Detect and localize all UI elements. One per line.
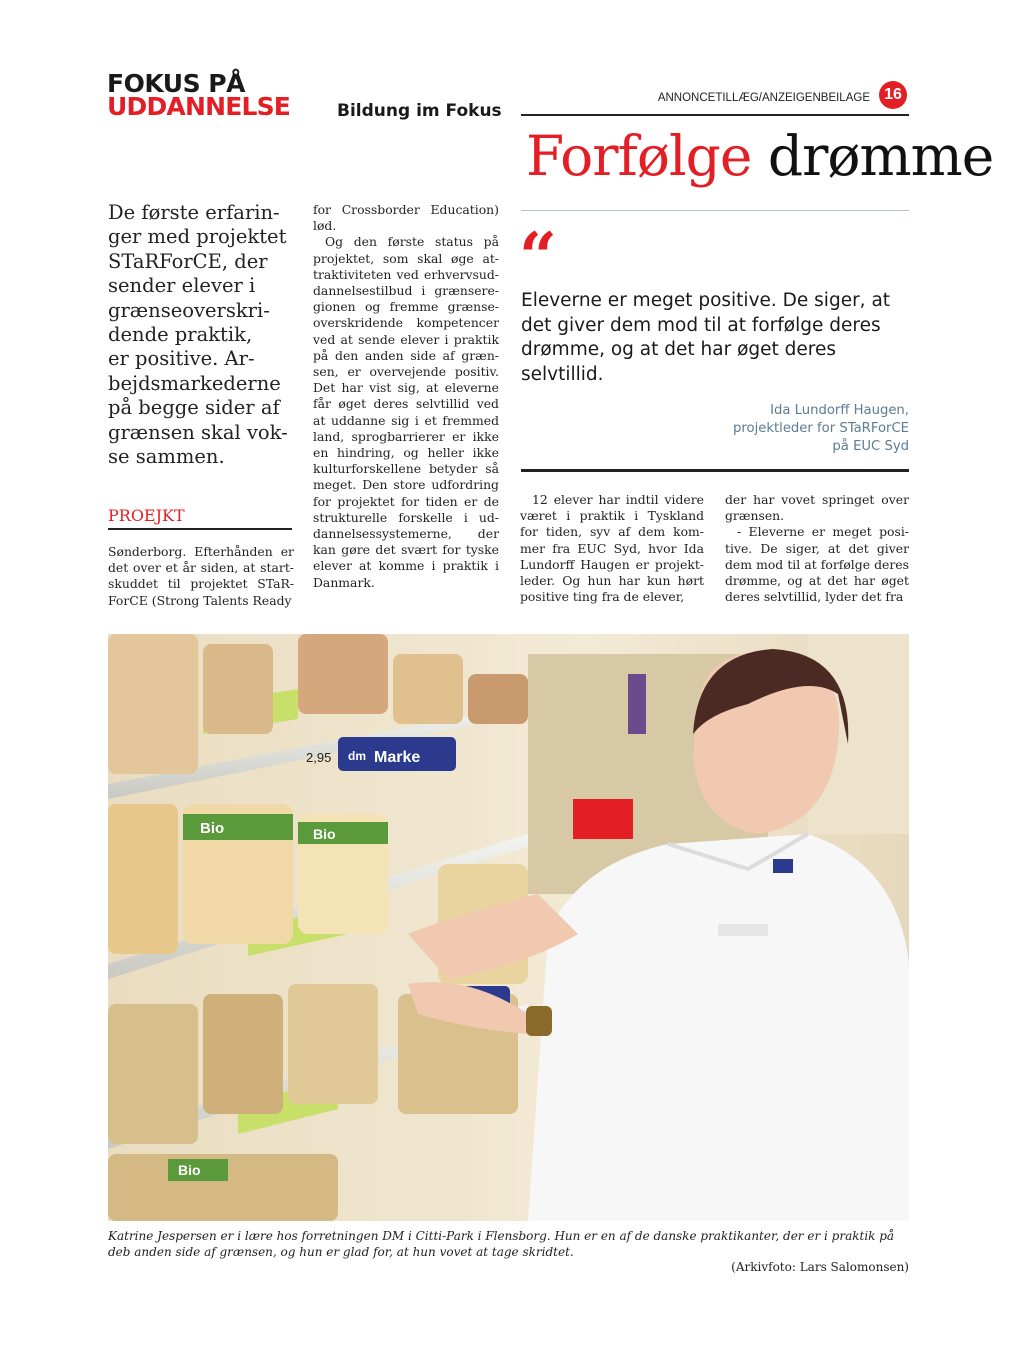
body-column-1: [108, 544, 294, 609]
brand-line-1: FOKUS PÅ: [107, 69, 245, 98]
price-tag-1: 2,95: [306, 750, 332, 765]
article-photo: [108, 634, 909, 1221]
paragraph: Sønderborg. Efterhånden er det over et år siden, at start-skuddet til projektet STaR-ForCE (Strong Talents Ready: [108, 544, 294, 608]
bio-label-2: Bio: [313, 826, 336, 842]
quote-rule: [521, 469, 909, 472]
body-column-2: [313, 202, 499, 591]
paragraph: der har vovet springet over grænsen.: [725, 492, 909, 524]
quote-mark-icon: “: [519, 218, 557, 296]
paragraph: - Eleverne er meget posi-tive. De siger, at det giver dem mod til at forfølge deres drømme, og at det har øget deres selvtillid, lyder det fra: [725, 524, 909, 605]
section-rule: [108, 528, 292, 530]
photo-caption: [108, 1229, 909, 1276]
title-black-part: drømme: [767, 124, 994, 188]
brand-subtitle: Bildung im Fokus: [337, 101, 502, 121]
title-rule: [521, 210, 909, 211]
dm-marke-tag-top: [338, 737, 456, 771]
body-column-3: [520, 492, 704, 605]
paragraph: for Crossborder Education) lød.: [313, 202, 499, 234]
supplement-label: ANNONCETILLÆG/ANZEIGENBEILAGE: [657, 92, 870, 104]
brand-line-2: UDDANNELSE: [107, 92, 291, 121]
svg-text:Marke: Marke: [374, 749, 421, 766]
article-title: [526, 120, 993, 192]
title-red-part: Forfølge: [526, 124, 752, 188]
pull-quote-attribution: [600, 402, 909, 456]
photo-credit: (Arkivfoto: Lars Salomonsen): [731, 1260, 909, 1274]
paragraph: Og den første status på projektet, som skal øge at-traktiviteten ved erhvervsud-dannelsestilbud i grænsere-gionen og fremme grænse-overskridende kompetencer ved at sende elever i praktik på den anden side af græn-sen, er overvejende positiv. Det har vist sig, at eleverne får øget deres selvtillid ved at uddanne sig i et fremmed land, sprogbarrierer er ikke en hindring, og heller ikke kulturforskellene betyder så meget. Den store udfordring for projektet for tiden er de strukturelle forskelle i ud-dannelsessystemerne, der kan gøre det svært for tyske elever at komme i praktik i Danmark.: [313, 234, 499, 590]
attribution-role: projektleder for STaRForCE: [733, 421, 909, 436]
header-rule: [521, 114, 909, 116]
photo-illustration: [108, 634, 909, 1221]
article-lead: De første erfarin- ger med projektet STaRForCE, der sender elever i grænseoverskri- dende praktik, er positive. Ar- bejdsmarkederne på begge sider af grænsen skal vok- se sammen.: [108, 201, 288, 469]
attribution-name: Ida Lundorff Haugen,: [770, 403, 909, 418]
paragraph: 12 elever har indtil videre været i praktik i Tyskland for tiden, syv af dem kom-mer fra EUC Syd, hvor Ida Lundorff Haugen er projekt-leder. Og hun har kun hørt positive ting fra de elever,: [520, 492, 704, 605]
caption-text: Katrine Jespersen er i lære hos forretningen DM i Citti-Park i Flensborg. Hun er en af de danske praktikanter, der er i praktik på deb anden side af grænsen, og hun er glad for, at hun vovet at tage skridtet.: [108, 1229, 895, 1259]
body-column-4: [725, 492, 909, 605]
svg-text:dm: dm: [348, 749, 366, 763]
attribution-org: på EUC Syd: [832, 439, 909, 454]
bio-label-1: Bio: [200, 820, 225, 837]
pull-quote-text: Eleverne er meget positive. De siger, at det giver dem mod til at forfølge deres drømme, og at det har øget deres selvtillid.: [521, 290, 891, 385]
section-label: PROEJKT: [108, 506, 185, 525]
page-number-badge: 16: [879, 81, 907, 109]
bio-label-3: Bio: [178, 1162, 201, 1178]
